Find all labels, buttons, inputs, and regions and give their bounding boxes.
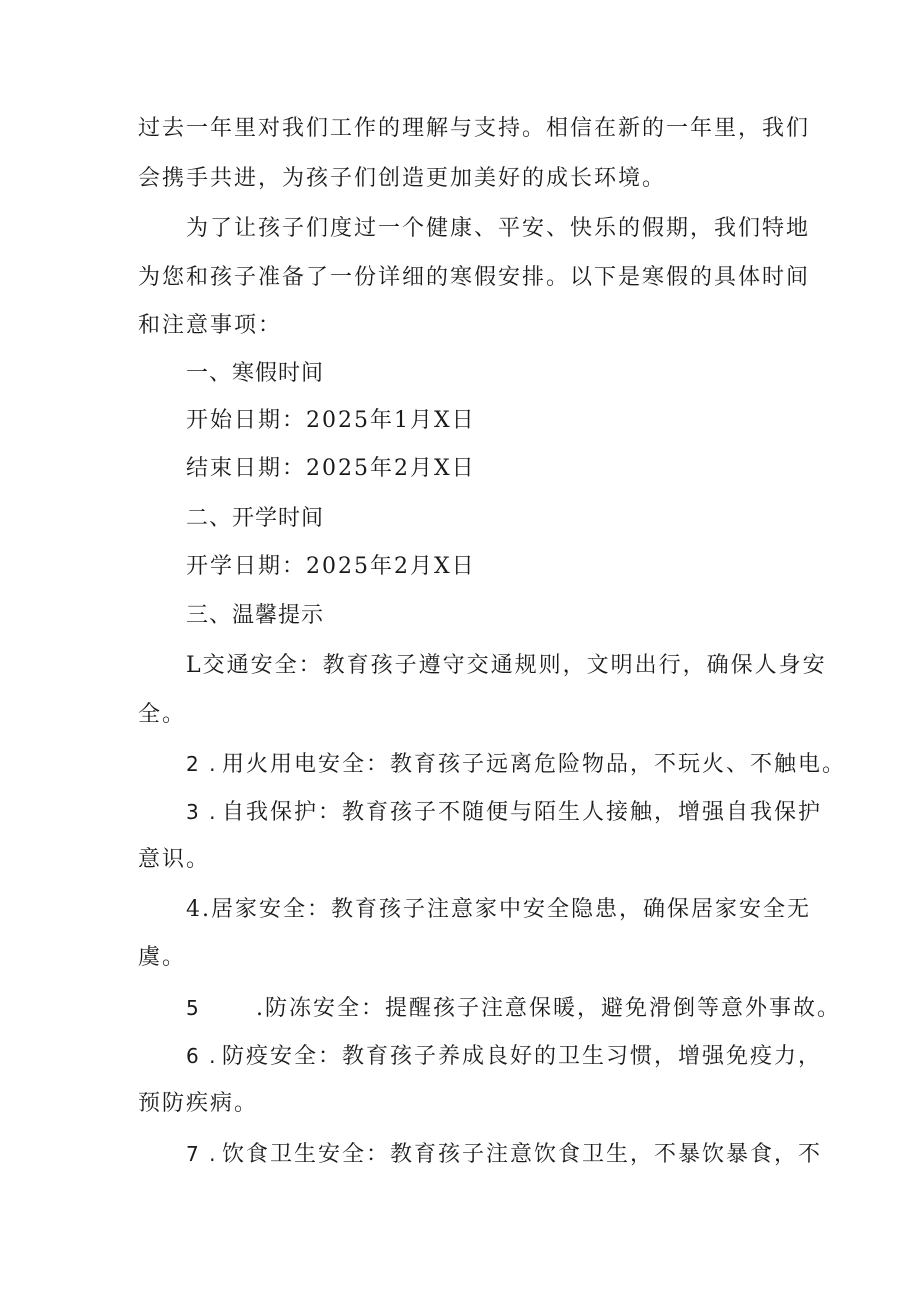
tip-text: 自我保护：教育孩子不随便与陌生人接触，增强自我保护 <box>222 800 823 825</box>
tip-4-line-1 <box>186 895 811 925</box>
tip-number: 4. <box>186 897 211 922</box>
section-1-heading: 一、寒假时间 <box>186 361 325 386</box>
tip-3-line-1 <box>186 797 822 828</box>
section-3-heading: 三、温馨提示 <box>186 603 325 628</box>
tip-text: 交通安全：教育孩子遵守交通规则，文明出行，确保人身安 <box>202 653 827 678</box>
holiday-end-date: 结束日期：2025年2月X日 <box>186 456 476 481</box>
tip-1-line-2: 全。 <box>138 702 187 727</box>
tip-6-line-1 <box>186 1041 822 1072</box>
tip-3-line-2: 意识。 <box>138 847 211 872</box>
tip-number: 3 . <box>186 800 218 824</box>
school-start-date: 开学日期：2025年2月X日 <box>186 554 476 579</box>
tip-number: 7 . <box>186 1142 218 1166</box>
tip-text: 饮食卫生安全：教育孩子注意饮食卫生，不暴饮暴食，不 <box>222 1142 823 1167</box>
tip-number: 6 . <box>186 1044 218 1068</box>
paragraph-2-line-2: 为您和孩子准备了一份详细的寒假安排。以下是寒假的具体时间 <box>138 265 811 290</box>
paragraph-1-line-2: 会携手共进，为孩子们创造更加美好的成长环境。 <box>138 166 667 191</box>
paragraph-2-line-1: 为了让孩子们度过一个健康、平安、快乐的假期，我们特地 <box>186 216 811 241</box>
tip-7-line-1 <box>186 1139 822 1170</box>
tip-number: 5 <box>186 996 201 1020</box>
tip-6-line-2: 预防疾病。 <box>138 1091 259 1116</box>
holiday-start-date: 开始日期：2025年1月X日 <box>186 408 476 433</box>
section-2-heading: 二、开学时间 <box>186 506 325 531</box>
tip-text: .防冻安全：提醒孩子注意保暖，避免滑倒等意外事故。 <box>256 996 841 1021</box>
tip-number: L <box>186 653 203 678</box>
tip-text: 居家安全：教育孩子注意家中安全隐患，确保居家安全无 <box>211 897 812 922</box>
tip-2-line-1 <box>186 749 846 780</box>
tip-text: 用火用电安全：教育孩子远离危险物品，不玩火、不触电。 <box>222 752 847 777</box>
tip-1-line-1 <box>186 651 827 681</box>
tip-text: 防疫安全：教育孩子养成良好的卫生习惯，增强免疫力， <box>222 1044 823 1069</box>
paragraph-2-line-3: 和注意事项： <box>138 313 283 338</box>
tip-4-line-2: 虞。 <box>138 945 187 970</box>
tip-number: 2 . <box>186 752 218 776</box>
tip-5-line-1 <box>186 993 841 1024</box>
paragraph-1-line-1: 过去一年里对我们工作的理解与支持。相信在新的一年里，我们 <box>138 116 811 141</box>
